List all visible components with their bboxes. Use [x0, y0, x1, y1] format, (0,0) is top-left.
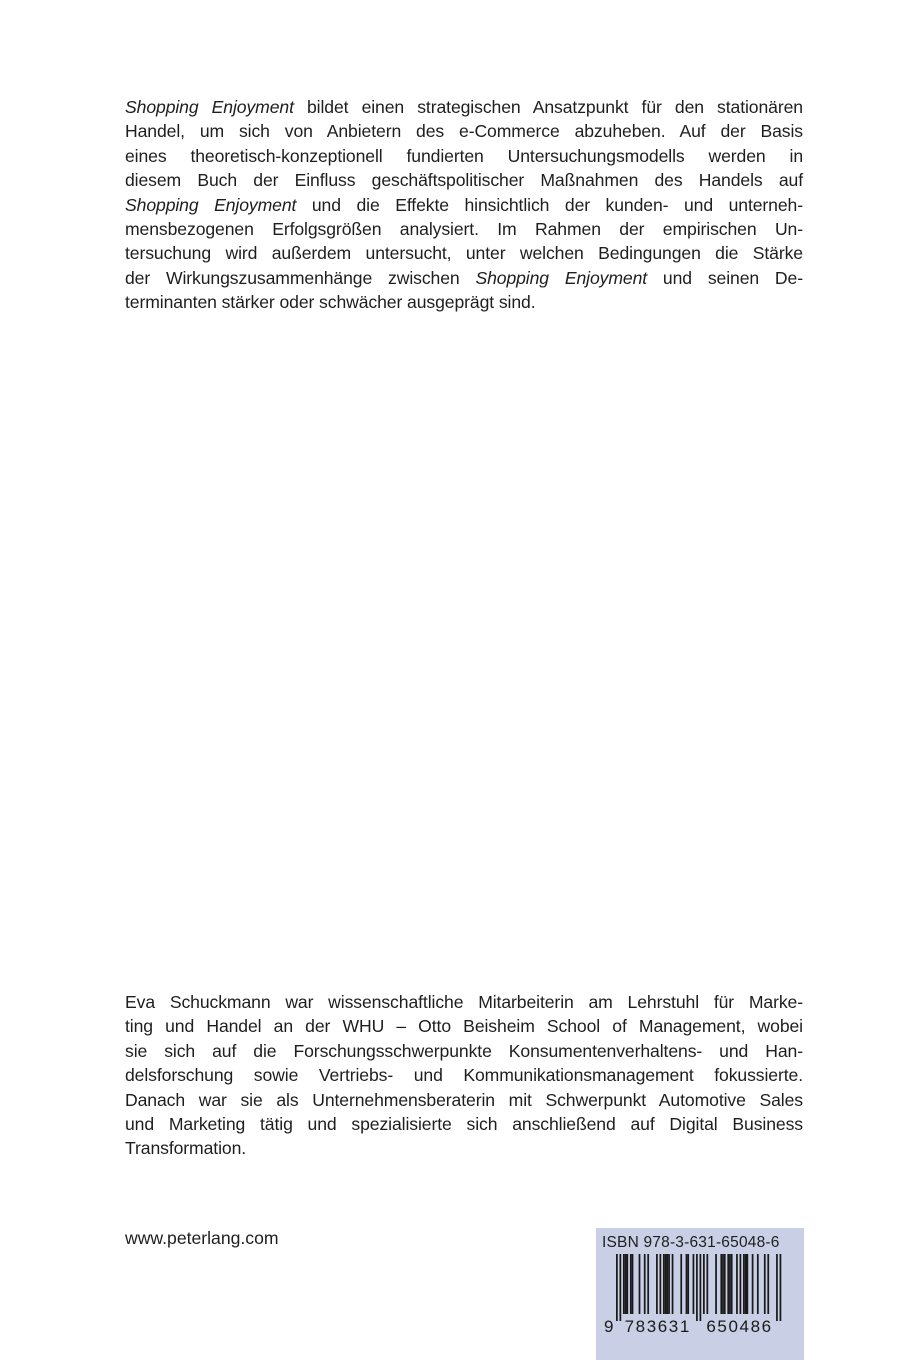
text-run: delsforschung sowie Vertriebs- und Kommunikationsmanagement fokussierte.: [125, 1065, 803, 1086]
text-run: ting und Handel an der WHU – Otto Beisheim School of Management, wobei: [125, 1016, 803, 1037]
barcode-bar: [743, 1254, 745, 1314]
author-line: [125, 990, 803, 1014]
barcode-bar: [724, 1254, 726, 1314]
barcode-bar: [729, 1254, 731, 1314]
barcode-bar: [703, 1254, 705, 1314]
text-run: Danach war sie als Unternehmensberaterin mit Schwerpunkt Automotive Sales: [125, 1089, 803, 1110]
barcode-digits: 650486: [706, 1317, 773, 1336]
text-run: terminanten stärker oder schwächer ausgeprägt sind.: [125, 292, 536, 313]
barcode-bar: [616, 1254, 618, 1321]
barcode-bar: [776, 1254, 778, 1321]
isbn-barcode: [602, 1254, 798, 1346]
barcode-bar: [736, 1254, 738, 1314]
text-run: Transformation.: [125, 1138, 247, 1159]
text-run: und die Effekte hinsichtlich der kunden- und unterneh-: [296, 194, 803, 215]
barcode-bar: [740, 1254, 742, 1314]
barcode-bar: [693, 1254, 695, 1314]
barcode-bar: [747, 1254, 749, 1314]
barcode-bar: [731, 1254, 733, 1314]
publisher-website[interactable]: www.peterlang.com: [125, 1228, 279, 1248]
barcode-bar: [672, 1254, 674, 1314]
text-run: bildet einen strategischen Ansatzpunkt für den stationären: [293, 97, 803, 117]
blurb-text: [125, 95, 803, 315]
blurb-line: [125, 290, 803, 314]
barcode-bar: [668, 1254, 670, 1314]
blurb-line: [125, 168, 803, 192]
barcode-bar: [656, 1254, 658, 1314]
emphasized-term: Shopping Enjoyment: [475, 267, 648, 288]
barcode-bar: [647, 1254, 649, 1314]
blurb-line: [125, 119, 803, 143]
text-run: Eva Schuckmann war wissenschaftliche Mitarbeiterin am Lehrstuhl für Marke-: [125, 992, 803, 1012]
barcode-digits: 9: [604, 1317, 616, 1336]
text-run: sie sich auf die Forschungsschwerpunkte Konsumentenverhaltens- und Han-: [125, 1040, 803, 1061]
blurb-line: [125, 193, 803, 217]
barcode-bar: [663, 1254, 665, 1314]
barcode-bar: [720, 1254, 722, 1314]
barcode-bar: [665, 1254, 667, 1314]
author-line: [125, 1039, 803, 1063]
isbn-block: [596, 1228, 804, 1360]
barcode-bar: [706, 1254, 708, 1314]
barcode-bar: [623, 1254, 625, 1314]
blurb-line: [125, 95, 803, 119]
emphasized-term: Shopping Enjoyment: [125, 194, 297, 215]
author-line: [125, 1088, 803, 1112]
barcode-bar: [727, 1254, 729, 1314]
isbn-label: ISBN 978-3-631-65048-6: [602, 1234, 780, 1251]
text-run: tersuchung wird außerdem untersucht, unter welchen Bedingungen die Stärke: [125, 243, 803, 264]
barcode-bar: [666, 1254, 668, 1314]
author-line: [125, 1136, 803, 1160]
barcode-bar: [625, 1254, 627, 1314]
text-run: diesem Buch der Einfluss geschäftspolitischer Maßnahmen des Handels auf: [125, 170, 803, 191]
barcode-digits: 783631: [624, 1317, 691, 1336]
barcode-bar: [644, 1254, 646, 1314]
barcode-bar: [696, 1254, 698, 1321]
barcode-bar: [680, 1254, 682, 1314]
text-run: und Marketing tätig und spezialisierte sich anschließend auf Digital Business: [125, 1114, 803, 1135]
barcode-bar: [660, 1254, 662, 1314]
text-run: der Wirkungszusammenhänge zwischen: [125, 267, 476, 288]
blurb-line: [125, 144, 803, 168]
blurb-line: [125, 217, 803, 241]
barcode-bar: [632, 1254, 634, 1314]
text-run: Handel, um sich von Anbietern des e-Commerce abzuheben. Auf der Basis: [125, 121, 803, 142]
author-line: [125, 1112, 803, 1136]
barcode-bar: [619, 1254, 621, 1321]
text-run: eines theoretisch-konzeptionell fundierten Untersuchungsmodells werden in: [125, 145, 803, 166]
barcode-bar: [700, 1254, 702, 1321]
barcode-bar: [639, 1254, 641, 1314]
barcode-bar: [780, 1254, 782, 1321]
author-line: [125, 1014, 803, 1038]
blurb-line: [125, 241, 803, 265]
barcode-bar: [630, 1254, 632, 1314]
barcode-bar: [767, 1254, 769, 1314]
barcode-bar: [687, 1254, 689, 1314]
barcode-bar: [722, 1254, 724, 1314]
barcode-bar: [752, 1254, 754, 1314]
barcode-bar: [764, 1254, 766, 1314]
barcode-bar: [715, 1254, 717, 1314]
barcode-bar: [626, 1254, 628, 1314]
text-run: mensbezogenen Erfolgsgrößen analysiert. Im Rahmen der empirischen Un-: [125, 219, 803, 240]
barcode-bar: [745, 1254, 747, 1314]
text-run: und seinen De-: [647, 267, 803, 288]
author-bio: [125, 990, 803, 1161]
barcode-bar: [757, 1254, 759, 1314]
barcode-bar: [686, 1254, 688, 1314]
author-line: [125, 1063, 803, 1087]
blurb-line: [125, 266, 803, 290]
emphasized-term: Shopping Enjoyment: [125, 97, 294, 117]
